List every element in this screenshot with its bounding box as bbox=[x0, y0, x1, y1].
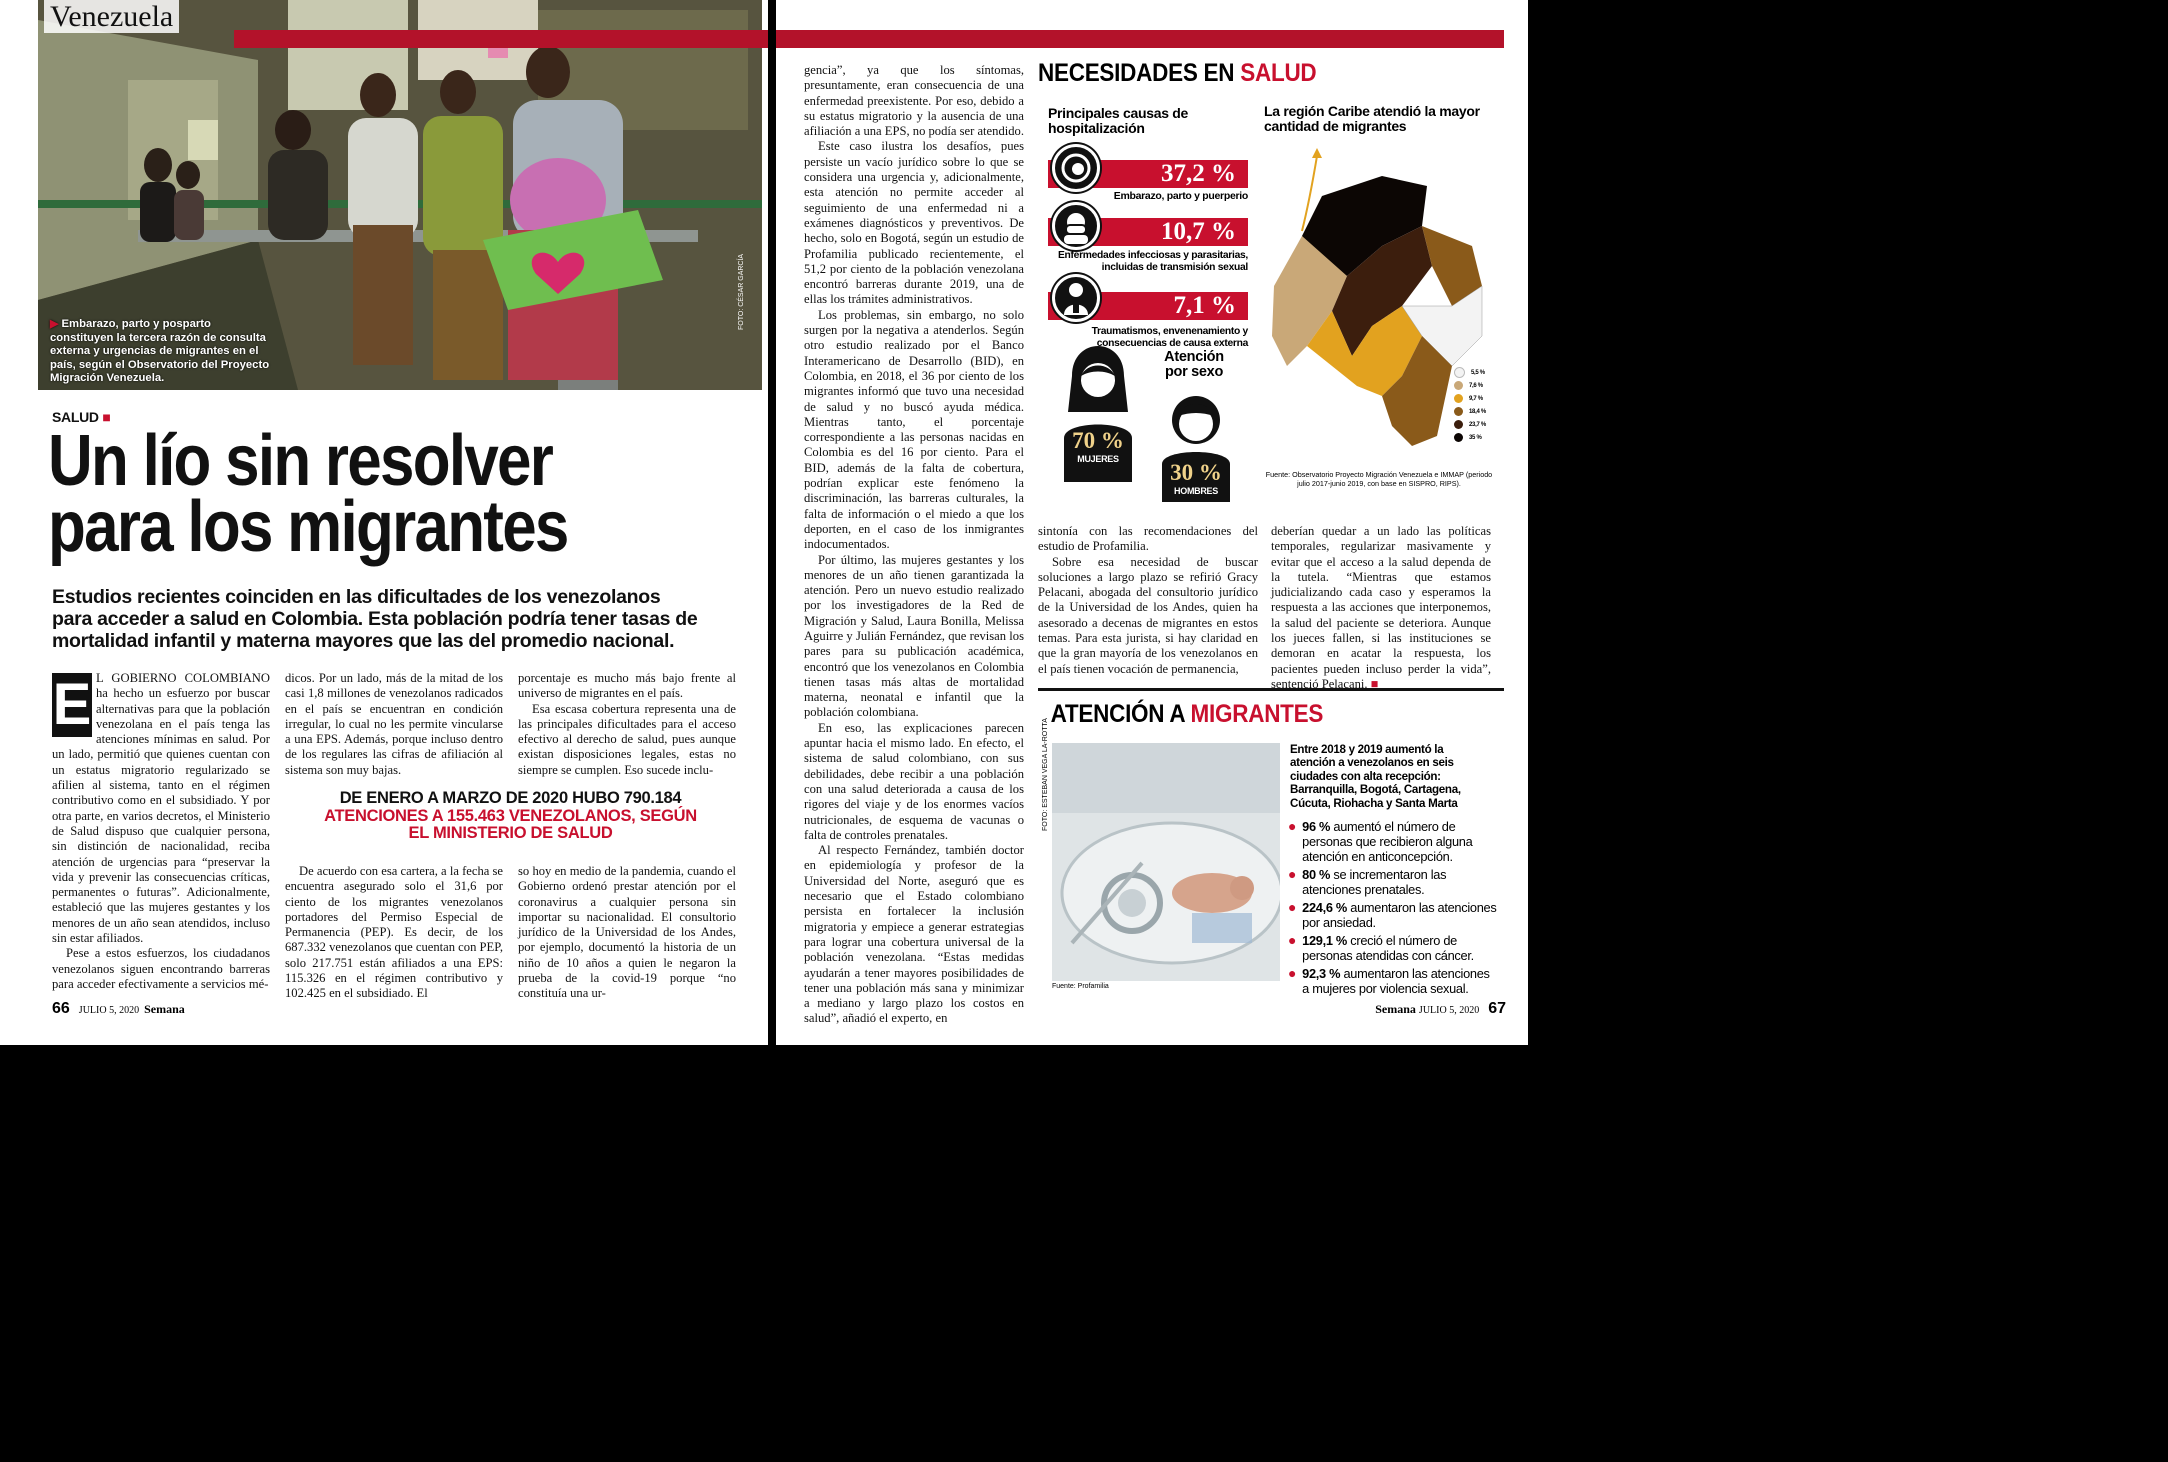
cause-label: Traumatismos, envenenamiento y consecuencias de causa externa bbox=[1091, 326, 1248, 349]
legend-item: 23,7 % bbox=[1454, 418, 1504, 431]
mask-icon bbox=[1052, 202, 1100, 250]
legend-item: 9,7 % bbox=[1454, 392, 1504, 405]
needs-title: NECESIDADES EN SALUD bbox=[1038, 59, 1317, 87]
legend-swatch bbox=[1454, 381, 1463, 390]
pregnant-icon bbox=[1052, 144, 1100, 192]
legend-item: 18,4 % bbox=[1454, 405, 1504, 418]
list-item: ● 129,1 % creció el número de personas atendidas con cáncer. bbox=[1288, 932, 1474, 963]
legend-swatch bbox=[1454, 433, 1463, 442]
sex-title: Atención por sexo bbox=[1164, 349, 1224, 380]
cause-label: Embarazo, parto y puerperio bbox=[1113, 190, 1248, 202]
right-column-1: gencia”, ya que los síntomas, presuntamente, eran consecuencia de una enfermedad preexistente. Por eso, debido a su estatus migratorio y la ausencia de una afiliación a una EPS, no podía ser atendido. Este caso ilustra los desafíos, pues persiste un vacío jurídico sobre lo que se considera una urgencia y, adicionalmente, esta atención no permite acceder al seguimiento de una enfermedad ni a exámenes diagnósticos y preventivos. De hecho, solo en Bogotá, según un estudio de Profamilia publicado recientemente, el 51,2 por ciento de la población venezolana encontró barreras durante 2019, una de ellas los trámites administrativos. Los problemas, sin embargo, no solo surgen por la negativa a atenderlos. Según otro estudio realizado por el Banco Interamericano de Desarrollo (BID), en Colombia, en 2018, el 36 por ciento de los migrantes informó que tuvo una necesidad de salud y no buscó ayuda médica. Mientras tanto, el porcentaje correspondiente a las personas nacidas en Colombia es del 16 por ciento. Para el BID, además de la falta de cobertura, podrían explicar este fenómeno la discriminación, las barreras culturales, la falta de información o el miedo a que los deporten, en el caso de los inmigrantes indocumentados. Por último, las mujeres gestantes y los menores de un año tienen garantizada la atención. Pero un nuevo estudio realizado por los investigadores de la Red de Migración y Salud, Laura Bonilla, Melissa Aguirre y Julián Fernández, que revisan los pares para su publicación académica, encontró que los venezolanos en Colombia tienen tasas más altas de mortalidad materna, neonatal e infantil que la población colombiana. En eso, las explicaciones parecen apuntar hacia el mismo lado. En efecto, el sistema de salud colombiano, con sus debilidades, debe recibir a una población con una salud deteriorada a causa de los rigores del viaje y de los enormes vacíos nutricionales, de esquema de vacunas o falta de controles prenatales. Al respecto Fernández, también doctor en epidemiología y profesor de la Universidad del Norte, aseguró que es necesario que el Estado colombiano persista en fortalecer la inclusión migratoria y empiece a generar estrategias para lograr una cobertura universal de la población venezolana. “Estas medidas ayudarán a tener mayores posibilidades de tener una población más sana y minimizar a mediano y largo plazo los costos en salud”, añadió el experto, en bbox=[804, 63, 1024, 1026]
women-label: MUJERES bbox=[1077, 454, 1119, 464]
cause-pregnancy bbox=[1048, 140, 1248, 202]
legend-swatch bbox=[1454, 407, 1463, 416]
men-value: 30 % bbox=[1170, 460, 1222, 485]
list-item: ● 92,3 % aumentaron las atenciones a mujeres por violencia sexual. bbox=[1288, 965, 1490, 996]
map-source: Fuente: Observatorio Proyecto Migración Venezuela e IMMAP (periodo julio 2017-junio 2019, con base en SISPRO, RIPS). bbox=[1265, 470, 1493, 488]
cause-infectious bbox=[1048, 204, 1248, 274]
legend-item: 7,6 % bbox=[1454, 379, 1504, 392]
legend-item: 5,5 % bbox=[1454, 366, 1504, 379]
injury-icon bbox=[1052, 274, 1100, 322]
waiting-room-photo bbox=[38, 0, 762, 390]
cause-value: 37,2 % bbox=[1048, 160, 1248, 188]
migrants-intro: Entre 2018 y 2019 aumentó la atención a venezolanos en seis ciudades con alta recepción: Barranquilla, Bogotá, Cartagena, Cúcuta, Riohacha y Santa Marta bbox=[1290, 743, 1461, 810]
deck: Estudios recientes coinciden en las dificultades de los venezolanos para acceder a salud en Colombia. Esta población podría tener tasas de mortalidad infantil y materna mayores que las del promedio nacional. bbox=[52, 586, 698, 652]
cause-label: Enfermedades infecciosas y parasitarias, incluidas de transmisión sexual bbox=[1057, 250, 1248, 273]
right-column-3: deberían quedar a un lado las políticas temporales, regularizar masivamente y evitar que el acceso a la salud dependa de la tutela. “Mientras que estamos judicializando cada caso y esperamos la respuesta a las acciones que interponemos, la salud del paciente se deteriora. Aunque los jueces fallen, si las instituciones se demoran en acatar la respuesta, los pacientes pueden incluso perder la vida”, sentenció Pelacani. ■ bbox=[1271, 524, 1491, 691]
section-tag: Venezuela bbox=[44, 0, 179, 34]
dropcap: E bbox=[52, 672, 92, 737]
legend-swatch bbox=[1454, 420, 1463, 429]
map-arrow-head bbox=[1312, 148, 1322, 158]
legend-swatch bbox=[1454, 394, 1463, 403]
column-3-top: porcentaje es mucho más bajo frente al universo de migrantes en el país. Esa escasa cobertura representa una de las principales dificultades para el acceso efectivo al derecho de salud, pues aunque existan disposiciones legales, estas no siempre se cumplen. Eso sucede inclu- bbox=[518, 671, 736, 777]
column-2-top: dicos. Por un lado, más de la mitad de los casi 1,8 millones de venezolanos radicados en el país se encuentran en condición irregular, lo cual no les permite vincularse a una EPS. Además, porque incluso dentro de los regulares las cifras de afiliación al sistema son muy bajas. bbox=[285, 671, 503, 777]
men-figure bbox=[1158, 390, 1234, 502]
incubator-photo bbox=[1052, 743, 1280, 981]
list-item: ● 96 % aumentó el número de personas que recibieron alguna atención en anticoncepción. bbox=[1288, 818, 1473, 864]
cause-value: 10,7 % bbox=[1048, 218, 1248, 246]
header-rule-right bbox=[776, 30, 1504, 48]
men-label: HOMBRES bbox=[1174, 486, 1218, 496]
migrant-care-infographic bbox=[1038, 688, 1504, 996]
migrants-photo-source: Fuente: Profamilia bbox=[1052, 983, 1109, 990]
right-column-2: sintonía con las recomendaciones del estudio de Profamilia. Sobre esa necesidad de buscar soluciones a largo plazo se refirió Gracy Pelacani, abogada del consultorio jurídico de la Universidad de los Andes, quien ha asesorado a decenas de migrantes en estos temas. Para esta jurista, si hay claridad en que la gran mayoría de los venezolanos en el país tienen vocación de permanencia, bbox=[1038, 524, 1258, 676]
column-3-bottom: so hoy en medio de la pandemia, cuando el Gobierno ordenó prestar atención por el coronavirus a cualquier persona sin importar su nacionalidad. El consultorio jurídico de la Universidad de los Andes, por ejemplo, documentó la historia de un niño de 10 años a quien le negaron la prueba de la covid-19 porque “no constituía una ur- bbox=[518, 864, 736, 1001]
left-page bbox=[0, 0, 768, 1045]
photo-caption: ▶ Embarazo, parto y posparto constituyen la tercera razón de consulta externa y urgencias de migrantes en el país, según el Observatorio del Proyecto Migración Venezuela. bbox=[50, 318, 270, 385]
cause-value: 7,1 % bbox=[1048, 292, 1248, 320]
pull-quote: DE ENERO A MARZO DE 2020 HUBO 790.184 ATENCIONES A 155.463 VENEZOLANOS, SEGÚN EL MINISTERIO DE SALUD bbox=[324, 789, 697, 842]
page-footer-right: Semana JULIO 5, 2020 67 bbox=[1375, 1000, 1506, 1017]
list-item: ● 224,6 % aumentaron las atenciones por ansiedad. bbox=[1288, 899, 1497, 930]
migrants-photo-credit: FOTO: ESTEBAN VEGA LA-ROTTA bbox=[1042, 718, 1049, 831]
health-needs-infographic bbox=[1038, 58, 1504, 498]
right-page bbox=[776, 0, 1528, 1045]
legend-swatch bbox=[1454, 367, 1465, 378]
kicker: SALUD ■ bbox=[52, 409, 111, 425]
legend-item: 35 % bbox=[1454, 431, 1504, 444]
map-title: La región Caribe atendió la mayor cantidad de migrantes bbox=[1264, 103, 1480, 134]
migrants-title: ATENCIÓN A MIGRANTES bbox=[1050, 700, 1324, 728]
page-footer-left: 66 JULIO 5, 2020 Semana bbox=[52, 1000, 185, 1017]
women-figure bbox=[1060, 346, 1136, 482]
header-rule bbox=[234, 30, 768, 48]
map-legend bbox=[1454, 366, 1504, 444]
list-item: ● 80 % se incrementaron las atenciones prenatales. bbox=[1288, 866, 1447, 897]
headline: Un lío sin resolver para los migrantes bbox=[48, 421, 568, 567]
causes-title: Principales causas de hospitalización bbox=[1048, 105, 1189, 136]
migrants-list bbox=[1288, 819, 1498, 999]
women-value: 70 % bbox=[1072, 428, 1124, 453]
column-2-bottom: De acuerdo con esa cartera, a la fecha se encuentra asegurado solo el 31,6 por ciento de los migrantes venezolanos portadores del Permiso Especial de Permanencia (PEP). Es decir, de los 687.332 venezolanos que cuentan con PEP, solo 217.751 están afiliados a una EPS: 115.326 en el régimen contributivo y 102.425 en el subsidiado. El bbox=[285, 864, 503, 1001]
column-1: E L GOBIERNO COLOMBIANO ha hecho un esfuerzo por buscar alternativas para que la población venezolana en el país tenga las atenciones mínimas en salud. Por un lado, permitió que quienes cuentan con un estatus migratorio regularizado se afilien al sistema, tanto en el régimen contributivo como en el subsidiado. Y por otra parte, en varios decretos, el Ministerio de Salud dispuso que cualquier persona, sin distinción de nacionalidad, reciba atención de urgencias para “preservar la vida y prevenir las consecuencias críticas, permanentes o futuras”. Adicionalmente, estableció que las mujeres gestantes y los menores de un año sean atendidos, incluso sin estar afiliados. Pese a estos esfuerzos, los ciudadanos venezolanos siguen encontrando barreras para acceder efectivamente a servicios mé- bbox=[52, 671, 270, 991]
photo-credit: FOTO: CÉSAR GARCÍA bbox=[738, 253, 745, 330]
